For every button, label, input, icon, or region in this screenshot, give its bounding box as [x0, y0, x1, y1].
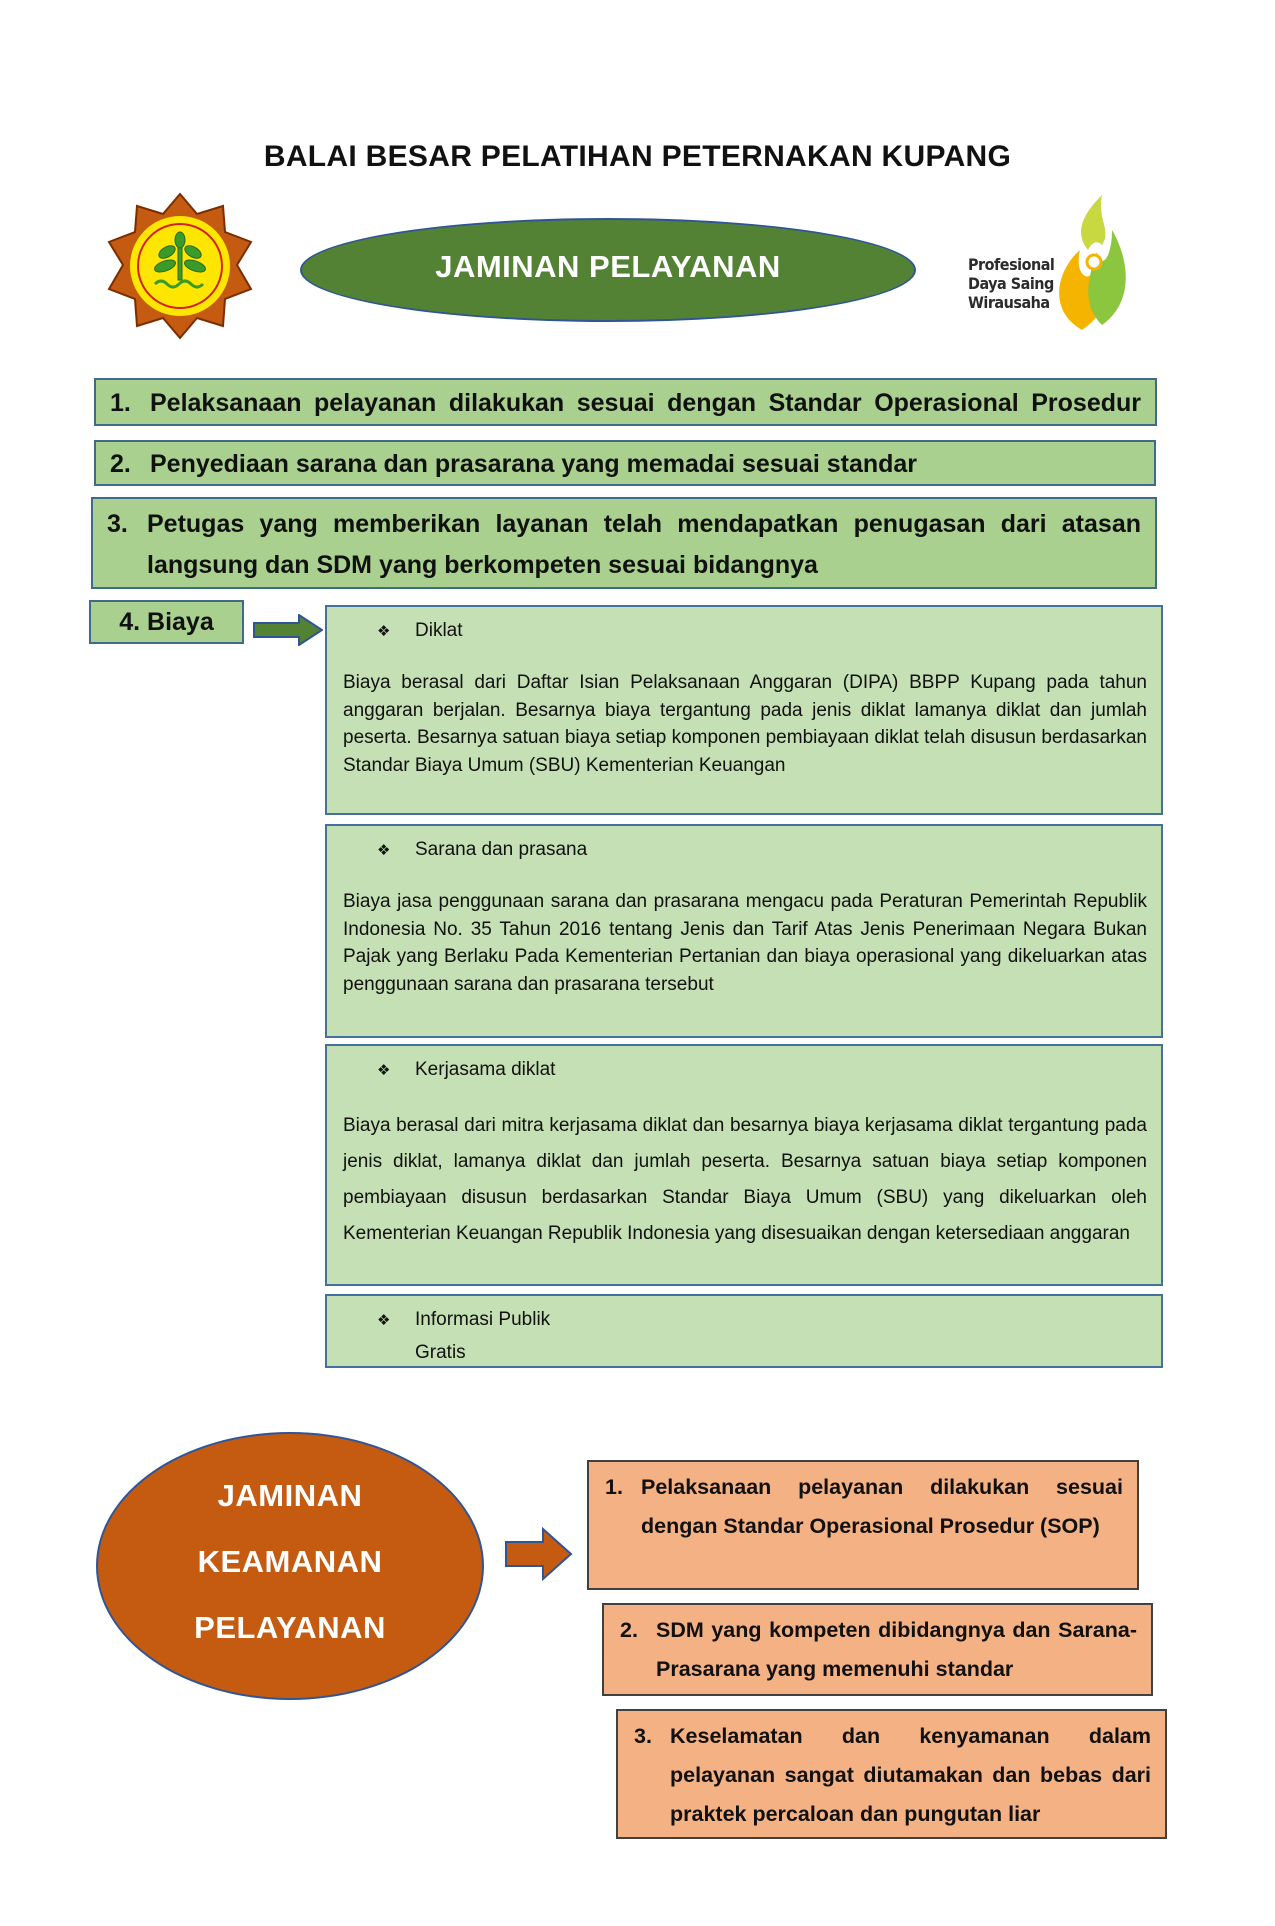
box-heading: Diklat [415, 620, 463, 641]
security-item-3 [616, 1709, 1167, 1839]
biaya-informasi-box [325, 1294, 1163, 1368]
box-body: Biaya berasal dari Daftar Isian Pelaksanaan Anggaran (DIPA) BBPP Kupang pada tahun anggaran berjalan. Besarnya biaya tergantung pada jenis diklat lamanya diklat dan jumlah peserta. Besarnya satuan biaya setiap komponen pembiayaan diklat telah disusun berdasarkan Standar Biaya Umum (SBU) Kementerian Keuangan [343, 672, 1147, 776]
biaya-sarana-box [325, 824, 1163, 1038]
item-number: 2. [110, 450, 131, 478]
diamond-bullet-icon: ❖ [377, 1062, 391, 1079]
oval-line-2: KEAMANAN [197, 1544, 383, 1579]
item-text: Pelaksanaan pelayanan dilakukan sesuai dengan Standar Operasional Prosedur (SOP) [641, 1475, 1123, 1538]
service-guarantee-oval [300, 218, 916, 322]
security-item-1 [587, 1460, 1139, 1590]
box-body: Biaya berasal dari mitra kerjasama diklat dan besarnya biaya kerjasama diklat tergantung pada jenis diklat, lamanya diklat dan jumlah peserta. Besarnya satuan biaya setiap komponen pembiayaan disusun berdasarkan Standar Biaya Umum (SBU) yang dikeluarkan oleh Kementerian Keuangan Republik Indonesia yang disesuaikan dengan ketersediaan anggaran [343, 1115, 1147, 1244]
guarantee-item-1 [94, 378, 1157, 426]
item-number: 2. [620, 1618, 638, 1642]
tagline-line-3: Wirausaha [968, 293, 1050, 312]
service-guarantee-title: JAMINAN PELAYANAN [435, 249, 781, 284]
tagline-line-2: Daya Saing [968, 274, 1054, 293]
oval-line-1: JAMINAN [217, 1478, 363, 1513]
diamond-bullet-icon: ❖ [377, 623, 391, 640]
ministry-logo [105, 192, 255, 342]
right-arrow-icon [253, 614, 323, 646]
diamond-bullet-icon: ❖ [377, 842, 391, 859]
box-heading: Kerjasama diklat [415, 1059, 556, 1080]
item-number: 3. [107, 510, 128, 538]
page-title: BALAI BESAR PELATIHAN PETERNAKAN KUPANG [263, 140, 1012, 173]
item-text: Keselamatan dan kenyamanan dalam pelayanan sangat diutamakan dan bebas dari praktek percaloan dan pungutan liar [670, 1724, 1151, 1826]
box-heading: Sarana dan prasana [415, 839, 588, 860]
box-heading: Informasi Publik [415, 1309, 551, 1330]
biaya-diklat-box [325, 605, 1163, 815]
item-number: 1. [605, 1475, 623, 1499]
oval-line-3: PELAYANAN [194, 1610, 386, 1645]
biaya-label: 4. Biaya [89, 600, 244, 644]
tagline-line-1: Profesional [968, 255, 1055, 274]
security-item-2 [602, 1603, 1153, 1696]
box-subtext: Gratis [415, 1342, 466, 1363]
item-number: 1. [110, 389, 131, 417]
diamond-bullet-icon: ❖ [377, 1312, 391, 1329]
item-text: Penyediaan sarana dan prasarana yang memadai sesuai standar [150, 450, 918, 478]
tagline-text [968, 255, 1054, 312]
security-guarantee-oval [96, 1432, 484, 1700]
guarantee-item-3 [91, 497, 1157, 589]
right-arrow-icon [505, 1527, 573, 1581]
item-text: SDM yang kompeten dibidangnya dan Sarana-Prasarana yang memenuhi standar [656, 1618, 1137, 1681]
biaya-kerjasama-box [325, 1044, 1163, 1286]
item-text-line-2: langsung dan SDM yang berkompeten sesuai bidangnya [147, 551, 818, 579]
box-body: Biaya jasa penggunaan sarana dan prasarana mengacu pada Peraturan Pemerintah Republik Indonesia No. 35 Tahun 2016 tentang Jenis dan Tarif Atas Jenis Penerimaan Negara Bukan Pajak yang Berlaku Pada Kementerian Pertanian dan biaya operasional yang dikeluarkan atas penggunaan sarana dan prasarana tersebut [343, 891, 1147, 995]
item-text-line-1: Petugas yang memberikan layanan telah mendapatkan penugasan dari atasan [147, 510, 1141, 538]
item-number: 3. [634, 1724, 652, 1748]
guarantee-item-2 [94, 440, 1156, 486]
item-text: Pelaksanaan pelayanan dilakukan sesuai dengan Standar Operasional Prosedur [150, 389, 1141, 417]
